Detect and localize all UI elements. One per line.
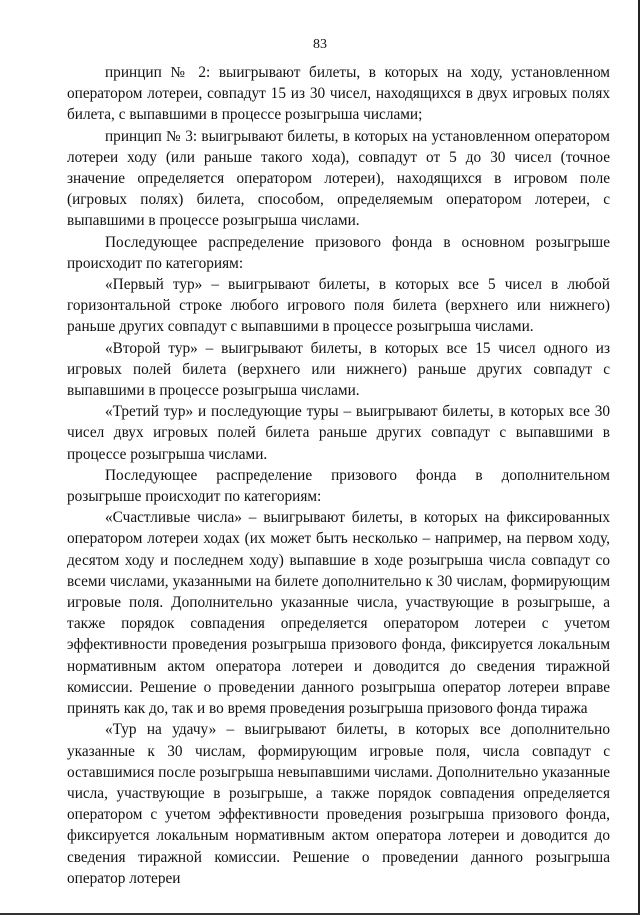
paragraph-first-round: «Первый тур» – выигрывают билеты, в которых все 5 чисел в любой горизонтальной строке любого игрового поля билета (верхнего или нижнего) раньше других совпадут с выпавшими в процессе розыгрыша числами. [67,276,610,336]
paragraph-lucky-numbers: «Счастливые числа» – выигрывают билеты, в которых на фиксированных оператором лотереи ходах (их может быть несколько – например, на первом ходу, десятом ходу и последнем ходу) выпавшие в ходе розыгрыша числа совпадут со всеми числами, указанными на билете дополнительно к 30 числам, формирующим игровые поля. Дополнительно указанные числа, участвующие в розыгрыше, а также порядок совпадения определяется оператором лотереи с учетом эффективности проведения розыгрыша призового фонда, фиксируется локальным нормативным актом оператора лотереи и доводится до сведения тиражной комиссии. Решение о проведении данного розыгрыша оператор лотереи вправе принять как до, так и во время проведения розыгрыша призового фонда тиража [67,509,610,718]
paragraph-third-round: «Третий тур» и последующие туры – выигрывают билеты, в которых все 30 чисел двух игровых полей билета раньше других совпадут с выпавшими в процессе розыгрыша числами. [67,403,610,463]
paragraph-extra-draw-intro: Последующее распределение призового фонда в дополнительном розыгрыше происходит по категориям: [67,466,610,506]
paragraph-main-draw-intro: Последующее распределение призового фонда в основном розыгрыше происходит по категориям: [67,233,610,272]
paragraph-second-round: «Второй тур» – выигрывают билеты, в которых все 15 чисел одного из игровых полей билета (верхнего или нижнего) раньше других совпадут с выпавшими в процессе розыгрыша числами. [67,339,610,400]
paragraph-lucky-round: «Тур на удачу» – выигрывают билеты, в которых все дополнительно указанные к 30 числам, формирующим игровые поля, числа совпадут с оставшимися после розыгрыша невыпавшими числами. Дополнительно указанные числа, участвующие в розыгрыше, а также порядок совпадения определяется оператором с учетом эффективности проведения розыгрыша призового фонда, фиксируется локальным нормативным актом оператора лотереи и доводится до сведения тиражной комиссии. Решение о проведении данного розыгрыша оператор лотереи [67,721,610,887]
paragraph-principle-3: принцип № 3: выигрывают билеты, в которых на установленном оператором лотереи ходу (или раньше такого хода), совпадут от 5 до 30 чисел (точное значение определяется оператором лотереи), находящихся в игровом поле (игровых полях) билета, способом, определяемым оператором лотереи, с выпавшими в процессе розыгрыша числами. [67,127,610,230]
document-body [67,62,610,889]
paragraph-principle-2: принцип № 2: выигрывают билеты, в которых на ходу, установленном оператором лотереи, совпадут 15 из 30 чисел, находящихся в двух игровых полях билета, с выпавшими в процессе розыгрыша числами; [67,64,610,124]
page-number: 83 [313,37,327,52]
